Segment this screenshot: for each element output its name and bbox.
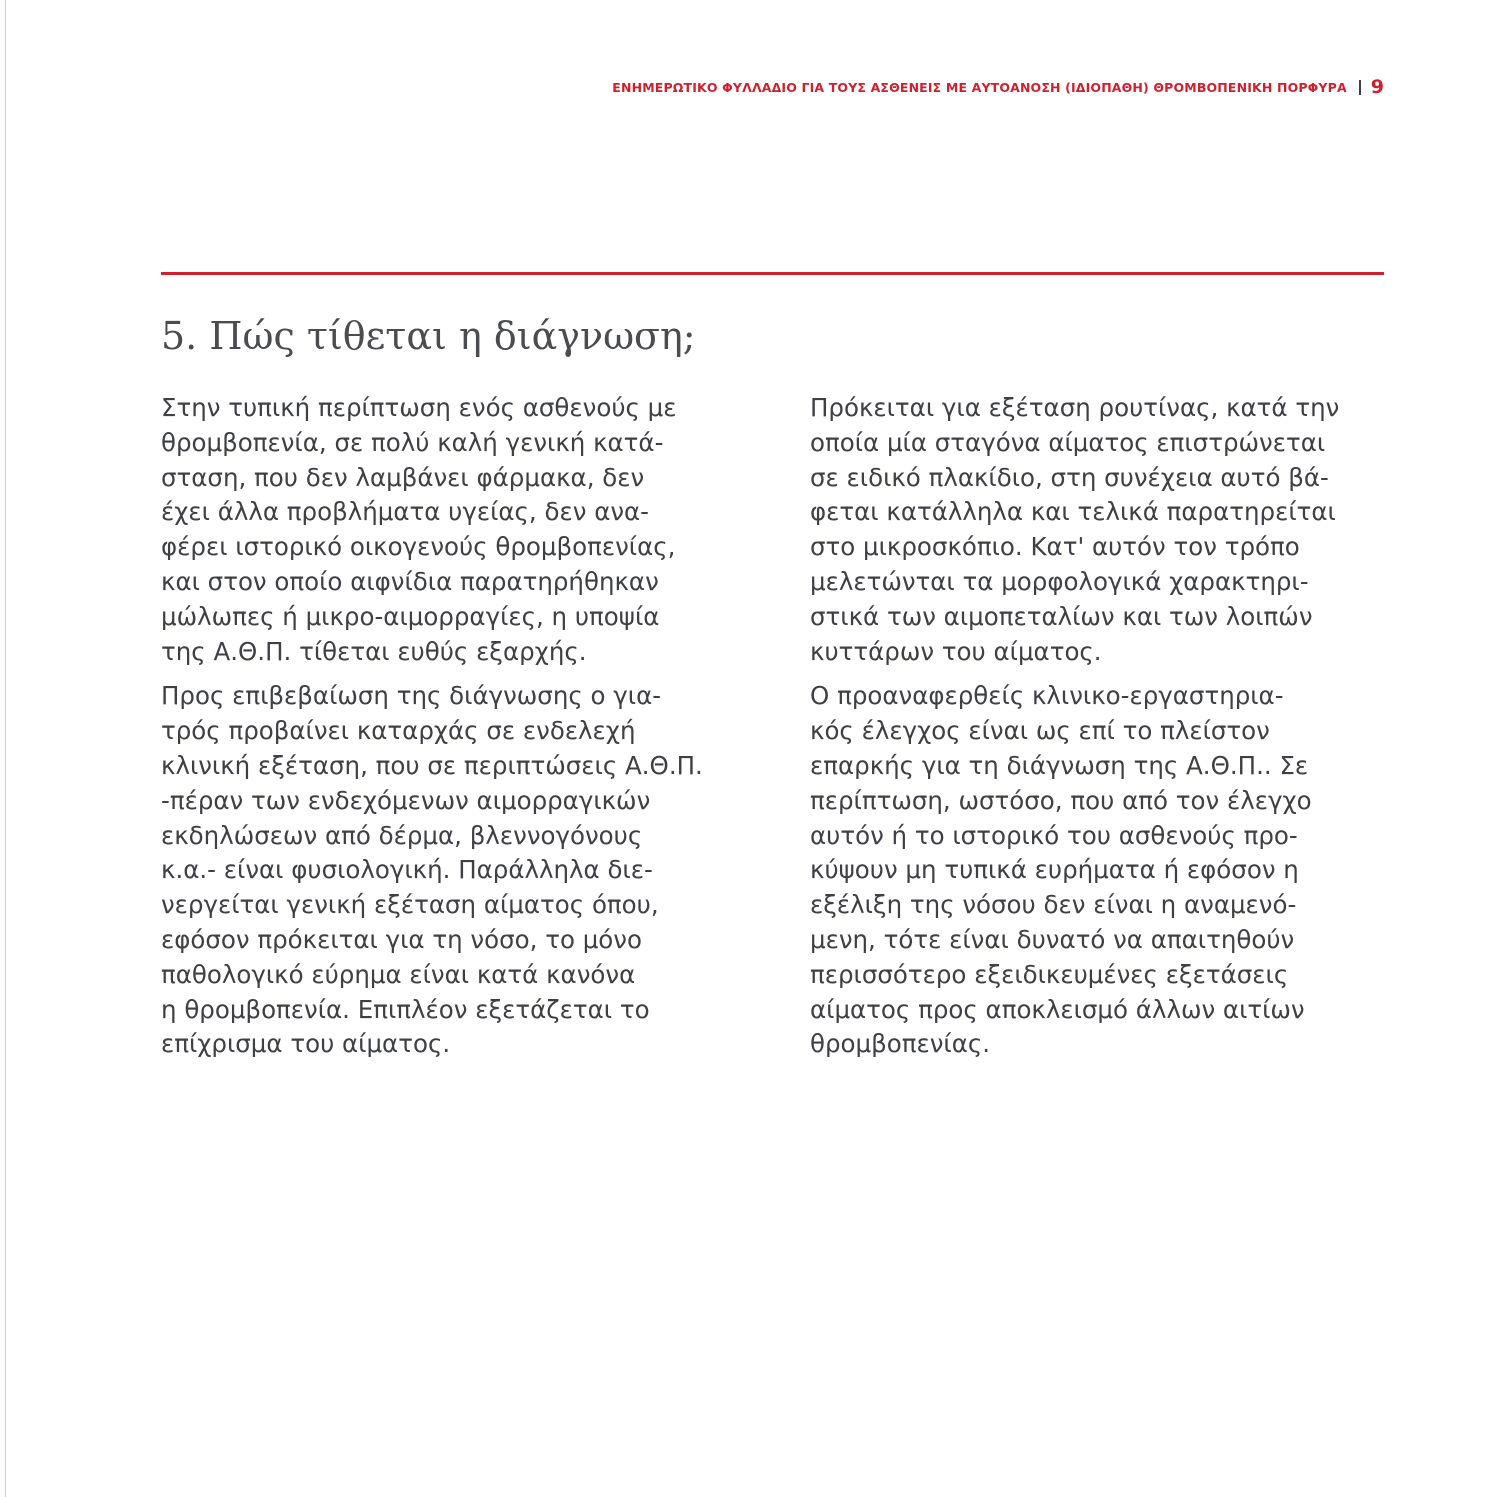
text-line: της Α.Θ.Π. τίθεται ευθύς εξαρχής. (161, 636, 587, 666)
text-line: μώλωπες ή μικρο-αιμορραγίες, η υποψία (161, 601, 660, 631)
text-line: κυττάρων του αίματος. (810, 636, 1102, 666)
page-edge-line (5, 0, 6, 1497)
paragraph (161, 679, 736, 1062)
text-line: εφόσον πρόκειται για τη νόσο, το μόνο (161, 924, 642, 954)
text-line: εκδηλώσεων από δέρμα, βλεννογόνους (161, 820, 643, 850)
header-separator (1359, 80, 1361, 95)
page-number: 9 (1370, 76, 1384, 98)
running-header-title: ΕΝΗΜΕΡΩΤΙΚΟ ΦΥΛΛΑΔΙΟ ΓΙΑ ΤΟΥΣ ΑΣΘΕΝΕΙΣ ΜΕ ΑΥΤΟΑΝΟΣΗ (ΙΔΙΟΠΑΘΗ) ΘΡΟΜΒΟΠΕΝΙΚΗ ΠΟΡΦΥΡΑ (612, 79, 1347, 95)
text-line: η θρομβοπενία. Επιπλέον εξετάζεται το (161, 994, 650, 1024)
text-line: στικά των αιμοπεταλίων και των λοιπών (810, 601, 1313, 631)
text-line: και στον οποίο αιφνίδια παρατηρήθηκαν (161, 566, 659, 596)
text-line: -πέραν των ενδεχόμενων αιμορραγικών (161, 785, 651, 815)
paragraph (161, 391, 736, 669)
right-column (810, 391, 1385, 1072)
text-line: περισσότερο εξειδικευμένες εξετάσεις (810, 959, 1289, 989)
text-line: θρομβοπενίας. (810, 1029, 991, 1059)
section-divider (161, 272, 1384, 275)
left-column (161, 391, 736, 1072)
running-header (612, 76, 1384, 98)
text-line: επαρκής για τη διάγνωση της Α.Θ.Π.. Σε (810, 750, 1309, 780)
text-line: οποία μία σταγόνα αίματος επιστρώνεται (810, 427, 1326, 457)
text-line: σταση, που δεν λαμβάνει φάρμακα, δεν (161, 462, 645, 492)
text-line: Πρόκειται για εξέταση ρουτίνας, κατά την (810, 393, 1340, 422)
text-line: θρομβοπενία, σε πολύ καλή γενική κατά- (161, 427, 664, 457)
text-line: φεται κατάλληλα και τελικά παρατηρείται (810, 497, 1336, 527)
text-line: αυτόν ή το ιστορικό του ασθενούς προ- (810, 820, 1298, 850)
text-line: κύψουν μη τυπικά ευρήματα ή εφόσον η (810, 855, 1299, 885)
text-line: εξέλιξη της νόσου δεν είναι η αναμενό- (810, 890, 1297, 920)
text-line: αίματος προς αποκλεισμό άλλων αιτίων (810, 994, 1305, 1024)
text-line: Στην τυπική περίπτωση ενός ασθενούς με (161, 393, 677, 422)
text-line: επίχρισμα του αίματος. (161, 1029, 451, 1059)
text-line: παθολογικό εύρημα είναι κατά κανόνα (161, 959, 636, 989)
text-line: μελετώνται τα μορφολογικά χαρακτηρι- (810, 566, 1309, 596)
section-title: 5. Πώς τίθεται η διάγνωση; (161, 314, 696, 358)
text-line: νεργείται γενική εξέταση αίματος όπου, (161, 890, 659, 920)
text-line: Ο προαναφερθείς κλινικο-εργαστηρια- (810, 681, 1284, 711)
text-line: τρός προβαίνει καταρχάς σε ενδελεχή (161, 716, 636, 746)
text-line: στο μικροσκόπιο. Κατ' αυτόν τον τρόπο (810, 532, 1300, 562)
text-line: κός έλεγχος είναι ως επί το πλείστον (810, 716, 1270, 746)
text-line: Προς επιβεβαίωση της διάγνωσης ο για- (161, 681, 662, 711)
text-line: μενη, τότε είναι δυνατό να απαιτηθούν (810, 924, 1295, 954)
paragraph (810, 391, 1385, 669)
text-line: κ.α.- είναι φυσιολογική. Παράλληλα διε- (161, 855, 653, 885)
paragraph (810, 679, 1385, 1062)
text-line: φέρει ιστορικό οικογενούς θρομβοπενίας, (161, 532, 676, 562)
text-line: έχει άλλα προβλήματα υγείας, δεν ανα- (161, 497, 650, 527)
text-line: κλινική εξέταση, που σε περιπτώσεις Α.Θ.Π. (161, 750, 703, 780)
text-line: περίπτωση, ωστόσο, που από τον έλεγχο (810, 785, 1312, 815)
text-line: σε ειδικό πλακίδιο, στη συνέχεια αυτό βά- (810, 462, 1329, 492)
